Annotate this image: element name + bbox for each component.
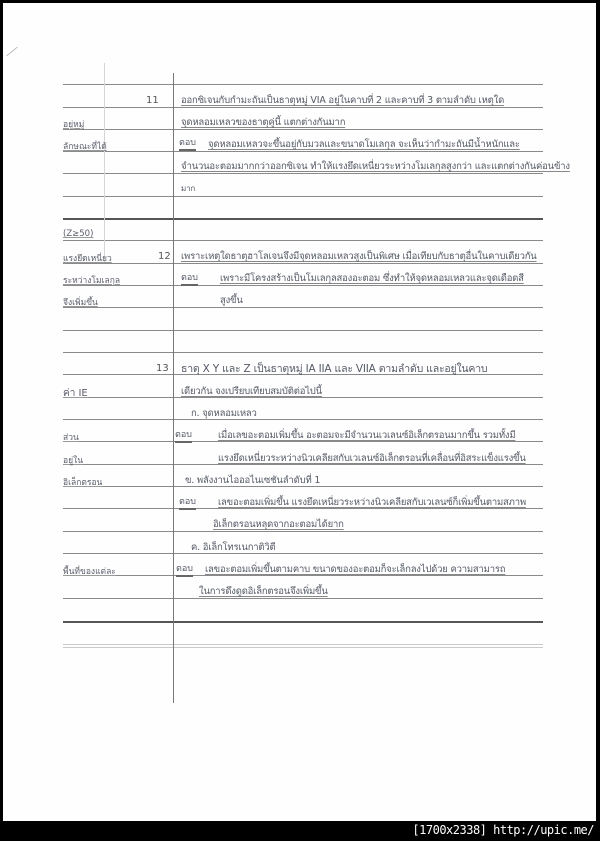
ruled-line — [63, 285, 543, 286]
question-text: เดียวกัน จงเปรียบเทียบสมบัติต่อไปนี้ — [181, 386, 322, 397]
ruled-line — [63, 240, 543, 241]
question-text: ออกซิเจนกับกำมะถันเป็นธาตุหมู่ VIA อยู่ในคาบที่ 2 และคาบที่ 3 ตามลำดับ เหตุใด — [181, 95, 505, 106]
ruled-line — [63, 553, 543, 554]
answer-label: ตอบ — [179, 497, 196, 510]
scanned-page — [3, 3, 596, 821]
part-label: ค. อิเล็กโทรเนกาติวิตี — [191, 542, 276, 553]
ruled-line — [63, 621, 543, 623]
question-number: 13 — [156, 363, 169, 374]
scan-artifact — [6, 47, 17, 57]
answer-text: แรงยึดเหนี่ยวระหว่างนิวเคลียสกับเวเลนซ์อิเล็กตรอนที่เคลื่อนที่อิสระแข็งแรงขึ้น — [218, 453, 526, 464]
answer-text: จุดหลอมเหลวจะขึ้นอยู่กับมวลและขนาดโมเลกุล จะเห็นว่ากำมะถันมีน้ำหนักและ — [208, 139, 520, 150]
ruled-line — [63, 173, 543, 174]
answer-text: จำนวนอะตอมมากกว่าออกซิเจน ทำให้แรงยึดเหนี่ยวระหว่างโมเลกุลสูงกว่า และแตกต่างกันค่อนข้าง — [181, 161, 570, 172]
ruled-line — [63, 84, 543, 85]
margin-note: อยู่ใน — [63, 456, 84, 466]
question-text: จุดหลอมเหลวของธาตุคู่นี้ แตกต่างกันมาก — [181, 117, 346, 128]
ruled-line — [63, 531, 543, 532]
answer-label: ตอบ — [179, 138, 196, 151]
margin-note: แรงยึดเหนี่ยว — [63, 254, 112, 264]
ruled-line — [63, 598, 543, 599]
image-host-watermark-bar — [0, 821, 600, 841]
ruled-line — [63, 151, 543, 152]
ruled-line — [63, 129, 543, 130]
ruled-line — [63, 419, 543, 420]
margin-note: พื้นที่ของแต่ละ — [63, 567, 116, 577]
question-number: 11 — [146, 95, 159, 106]
ruled-line — [63, 330, 543, 331]
answer-text: มาก — [181, 184, 196, 193]
answer-text: สูงขึ้น — [220, 295, 243, 306]
margin-note: ลักษณะที่ได้ — [63, 142, 107, 152]
margin-line — [173, 73, 174, 703]
answer-text: อิเล็กตรอนหลุดจากอะตอมได้ยาก — [213, 519, 344, 530]
margin-note: อยู่หมู่ — [63, 120, 85, 130]
margin-note: ค่า IE — [63, 388, 88, 399]
margin-line-faint — [104, 63, 105, 263]
ruled-line — [63, 107, 543, 108]
margin-note: ระหว่างโมเลกุล — [63, 276, 121, 286]
part-label: ข. พลังงานไอออไนเซชันลำดับที่ 1 — [185, 475, 321, 486]
question-text: ธาตุ X Y และ Z เป็นธาตุหมู่ IA IIA และ VIIA ตามลำดับ และอยู่ในคาบ — [181, 363, 488, 375]
margin-note: จึงเพิ่มขึ้น — [63, 298, 98, 308]
question-text: เพราะเหตุใดธาตุฮาโลเจนจึงมีจุดหลอมเหลวสูงเป็นพิเศษ เมื่อเทียบกับธาตุอื่นในคาบเดียวกัน — [181, 251, 537, 262]
answer-label: ตอบ — [181, 273, 198, 286]
answer-label: ตอบ — [175, 430, 192, 443]
ruled-line — [63, 263, 543, 264]
answer-text: เพราะมีโครงสร้างเป็นโมเลกุลสองอะตอม ซึ่งทำให้จุดหลอมเหลวและจุดเดือดสี — [220, 273, 524, 284]
answer-text: ในการดึงดูดอิเล็กตรอนจึงเพิ่มขึ้น — [199, 586, 328, 597]
ruled-line — [63, 644, 543, 645]
watermark-text: [1700x2338] http://upic.me/ — [412, 823, 594, 837]
part-label: ก. จุดหลอมเหลว — [191, 408, 257, 419]
answer-text: เลขอะตอมเพิ่มขึ้นตามคาบ ขนาดของอะตอมก็จะเล็กลงไปด้วย ความสามารถ — [205, 564, 506, 575]
question-number: 12 — [158, 251, 171, 262]
margin-note: (Z≥50) — [63, 229, 94, 239]
margin-note: ส่วน — [63, 433, 79, 443]
answer-label: ตอบ — [176, 564, 193, 577]
margin-note: อิเล็กตรอน — [63, 478, 103, 488]
ruled-line — [63, 647, 543, 648]
ruled-line — [63, 352, 543, 353]
answer-text: เมื่อเลขอะตอมเพิ่มขึ้น อะตอมจะมีจำนวนเวเลนซ์อิเล็กตรอนมากขึ้น รวมทั้งมี — [218, 430, 516, 441]
ruled-line — [63, 196, 543, 197]
ruled-line — [63, 307, 543, 308]
answer-text: เลขอะตอมเพิ่มขึ้น แรงยึดเหนี่ยวระหว่างนิวเคลียสกับเวเลนซ์ก็เพิ่มขึ้นตามสภาพ — [218, 497, 526, 508]
ruled-line — [63, 218, 543, 220]
